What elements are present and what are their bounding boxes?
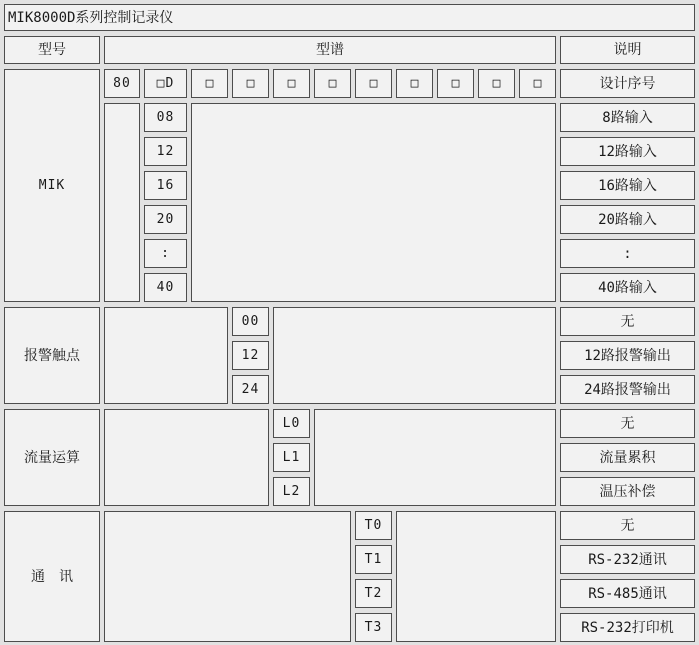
- spectrum-box-cell: □: [355, 69, 392, 98]
- option-description-cell: RS-485通讯: [560, 579, 695, 608]
- design-series-cell: □D: [144, 69, 187, 98]
- spectrum-box-cell: □: [191, 69, 228, 98]
- header-spectrum: 型谱: [104, 36, 556, 64]
- section-label-mik: MIK: [4, 69, 100, 302]
- spacer-cell: [104, 307, 228, 404]
- spectrum-box-cell: □: [396, 69, 433, 98]
- option-code-cell: T0: [355, 511, 392, 540]
- option-description-cell: 无: [560, 307, 695, 336]
- design-description-cell: 设计序号: [560, 69, 695, 98]
- option-code-cell: 12: [144, 137, 187, 166]
- option-code-cell: L1: [273, 443, 310, 472]
- section-label-comm: 通 讯: [4, 511, 100, 642]
- spacer-cell: [314, 409, 556, 506]
- option-code-cell: 20: [144, 205, 187, 234]
- option-description-cell: 8路输入: [560, 103, 695, 132]
- header-description: 说明: [560, 36, 695, 64]
- design-base-cell: 80: [104, 69, 140, 98]
- option-code-cell: T2: [355, 579, 392, 608]
- option-description-cell: RS-232打印机: [560, 613, 695, 642]
- option-description-cell: 12路报警输出: [560, 341, 695, 370]
- spectrum-box-cell: □: [232, 69, 269, 98]
- option-description-cell: :: [560, 239, 695, 268]
- spacer-cell: [104, 103, 140, 302]
- option-code-cell: 16: [144, 171, 187, 200]
- spacer-cell: [104, 409, 269, 506]
- option-description-cell: 12路输入: [560, 137, 695, 166]
- spacer-cell: [396, 511, 556, 642]
- spectrum-box-cell: □: [478, 69, 515, 98]
- option-code-cell: T3: [355, 613, 392, 642]
- option-code-cell: 24: [232, 375, 269, 404]
- option-code-cell: L2: [273, 477, 310, 506]
- spacer-cell: [191, 103, 556, 302]
- spectrum-box-cell: □: [437, 69, 474, 98]
- option-code-cell: T1: [355, 545, 392, 574]
- spacer-cell: [273, 307, 556, 404]
- option-description-cell: RS-232通讯: [560, 545, 695, 574]
- option-code-cell: 00: [232, 307, 269, 336]
- section-label-alarm: 报警触点: [4, 307, 100, 404]
- option-description-cell: 24路报警输出: [560, 375, 695, 404]
- option-code-cell: 40: [144, 273, 187, 302]
- spectrum-box-cell: □: [273, 69, 310, 98]
- header-model: 型号: [4, 36, 100, 64]
- option-code-cell: L0: [273, 409, 310, 438]
- spectrum-box-cell: □: [519, 69, 556, 98]
- option-code-cell: :: [144, 239, 187, 268]
- section-label-flow: 流量运算: [4, 409, 100, 506]
- option-description-cell: 无: [560, 409, 695, 438]
- spectrum-box-cell: □: [314, 69, 351, 98]
- page-title: MIK8000D系列控制记录仪: [4, 4, 695, 31]
- option-description-cell: 流量累积: [560, 443, 695, 472]
- option-description-cell: 16路输入: [560, 171, 695, 200]
- option-description-cell: 无: [560, 511, 695, 540]
- spacer-cell: [104, 511, 351, 642]
- option-description-cell: 20路输入: [560, 205, 695, 234]
- option-description-cell: 温压补偿: [560, 477, 695, 506]
- option-code-cell: 12: [232, 341, 269, 370]
- option-description-cell: 40路输入: [560, 273, 695, 302]
- option-code-cell: 08: [144, 103, 187, 132]
